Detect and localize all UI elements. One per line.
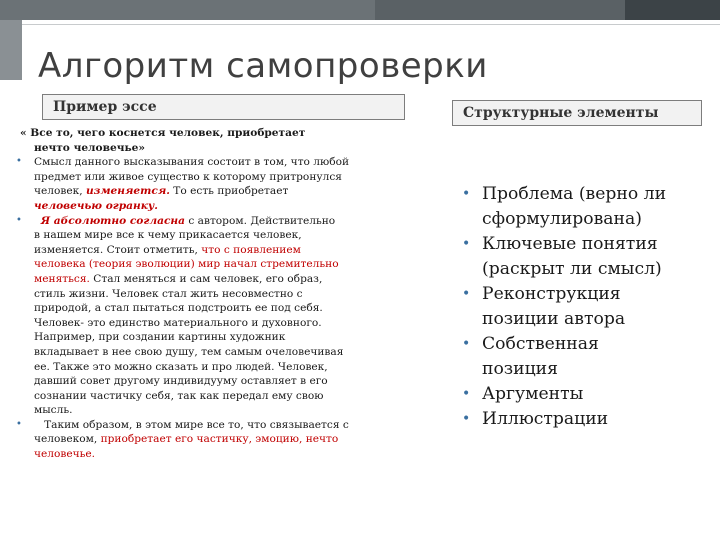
bullet-icon: • [462,411,471,427]
bullet-icon: • [16,418,22,430]
element-illustrations: • Иллюстрации [462,407,712,432]
top-decor-bar [0,0,720,20]
bullet-icon: • [462,336,471,352]
left-decor-tab [0,20,22,80]
quote-line-2: нечто человечье» [34,141,146,154]
quote-line-1: « Все то, чего коснется человек, приобретает [20,127,306,139]
element-key-concepts: • Ключевые понятия (раскрыт ли смысл) [462,234,662,279]
top-bar-segment-2 [375,0,625,20]
structural-elements-header: Структурные элементы [452,100,702,126]
element-arguments: • Аргументы [462,382,712,407]
essay-example-header: Пример эссе [42,94,405,120]
element-problem: • Проблема (верно ли сформулирована) [462,184,667,229]
essay-paragraph-3: • Таким образом, в этом мире все то, что связывается с человеком, приобретает его частичку, эмоцию, нечто человечье. [16,418,349,461]
bullet-icon: • [462,186,471,202]
essay-quote [14,126,402,155]
bullet-icon: • [16,214,22,226]
element-reconstruction: • Реконструкция позиции автора [462,284,626,329]
essay-paragraph-list [14,155,402,461]
bullet-icon: • [16,156,22,168]
bullet-icon: • [462,286,471,302]
essay-text [14,126,402,462]
top-bar-segment-3 [625,0,720,20]
top-divider-line [22,24,720,25]
element-own-position: • Собственная позиция [462,334,599,379]
essay-paragraph-2: • Я абсолютно согласна с автором. Действительно в нашем мире все к чему прикасается человек, изменяется. Стоит отметить, что с появлением человека (теория эволюции) мир начал стремительно меняться. Стал меняться и сам человек, его образ, стиль жизни. Человек стал жить несовместно с природой, а стал пытаться подстроить ее под себя. Человек- это единство материального и духовного. Например, при создании картины художник вкладывает в нее свою душу, тем самым очеловечивая ее. Также это можно сказать и про людей. Человек, давший совет другому индивидууму оставляет в его сознании частичку себя, так как передал ему свою мысль. [16,214,344,417]
top-bar-segment-1 [0,0,375,20]
essay-paragraph-1: • Смысл данного высказывания состоит в том, что любой предмет или живое существо к которому притронулся человек, изменяется. То есть приобретает человечью огранку. [16,156,350,212]
structural-elements-list [462,182,712,432]
bullet-icon: • [462,386,471,402]
slide-title: Алгоритм самопроверки [38,46,488,86]
bullet-icon: • [462,236,471,252]
